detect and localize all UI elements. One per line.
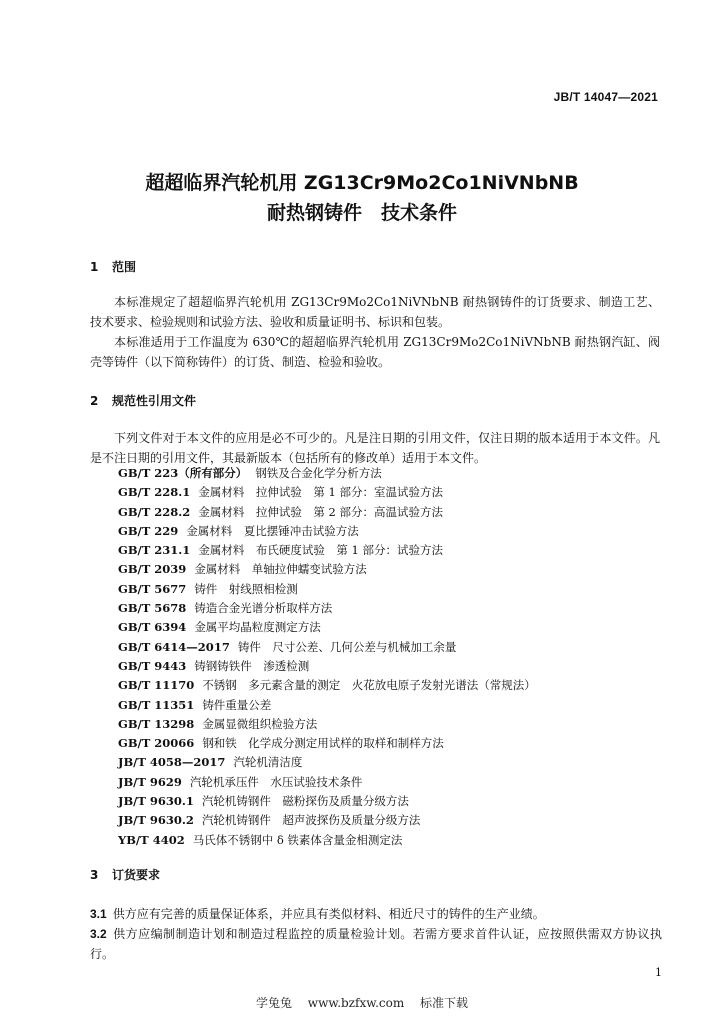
reference-item: [118, 638, 536, 657]
reference-code: JB/T 4058—2017: [118, 755, 226, 770]
reference-title: 汽轮机清洁度: [233, 755, 303, 770]
clause-3-1: [90, 904, 662, 924]
reference-code: GB/T 223（所有部分）: [118, 466, 248, 480]
reference-item: [118, 831, 536, 850]
normative-reference-list: [118, 464, 536, 850]
reference-item: [118, 676, 536, 695]
reference-item: [118, 503, 536, 522]
reference-code: GB/T 9443: [118, 658, 187, 673]
section-2-title: 规范性引用文件: [112, 394, 197, 408]
section-2-body: [90, 428, 660, 468]
reference-item: [118, 541, 536, 560]
page-number: 1: [655, 966, 662, 979]
reference-item: [118, 657, 536, 676]
title-line-1: 超超临界汽轮机用 ZG13Cr9Mo2Co1NiVNbNB: [145, 172, 579, 194]
section-1-heading: [90, 258, 136, 275]
reference-item: [118, 618, 536, 637]
section-3-title: 订货要求: [112, 868, 161, 882]
reference-code: GB/T 20066: [118, 736, 195, 751]
reference-code: GB/T 228.2: [118, 504, 191, 519]
section-3-number: 3: [90, 868, 99, 882]
title-line-2: 耐热钢铸件 技术条件: [266, 202, 457, 224]
reference-code: GB/T 5678: [118, 601, 187, 616]
reference-code: GB/T 6394: [118, 620, 187, 635]
reference-title: 铸件 尺寸公差、几何公差与机械加工余量: [237, 639, 457, 654]
reference-code: GB/T 231.1: [118, 543, 191, 558]
reference-code: JB/T 9630.2: [118, 813, 194, 828]
section-1-title: 范围: [112, 260, 137, 274]
reference-title: 汽轮机承压件 水压试验技术条件: [189, 774, 363, 789]
document-code: JB/T 14047—2021: [553, 90, 658, 104]
section-1-number: 1: [90, 260, 99, 274]
reference-title: 金属材料 夏比摆锤冲击试验方法: [186, 523, 359, 538]
reference-code: YB/T 4402: [118, 832, 185, 847]
reference-title: 金属平均晶粒度测定方法: [194, 620, 321, 635]
reference-title: 钢和铁 化学成分测定用试样的取样和制样方法: [202, 736, 444, 751]
watermark-url: www.bzfxw.com: [307, 996, 405, 1010]
reference-title: 金属显微组织检验方法: [202, 716, 318, 731]
section-2-number: 2: [90, 394, 99, 408]
section-2-paragraph-1: 下列文件对于本文件的应用是必不可少的。凡是注日期的引用文件，仅注日期的版本适用于本文件。凡是不注日期的引用文件，其最新版本（包括所有的修改单）适用于本文件。: [90, 431, 660, 465]
section-1-paragraph-2: 本标准适用于工作温度为 630℃的超超临界汽轮机用 ZG13Cr9Mo2Co1NiVNbNB 耐热钢汽缸、阀壳等铸件（以下简称铸件）的订货、制造、检验和验收。: [90, 335, 660, 369]
reference-title: 汽轮机铸钢件 超声波探伤及质量分级方法: [201, 813, 421, 828]
clause-number: 3.1: [90, 907, 107, 921]
watermark-tagline: 标准下载: [420, 996, 469, 1010]
reference-item: [118, 464, 536, 483]
reference-item: [118, 599, 536, 618]
reference-title: 铸件重量公差: [202, 697, 272, 712]
reference-code: GB/T 229: [118, 523, 179, 538]
reference-title: 金属材料 拉伸试验 第 2 部分：高温试验方法: [198, 504, 443, 519]
watermark: [0, 994, 724, 1011]
reference-code: GB/T 2039: [118, 562, 187, 577]
section-2-heading: [90, 392, 196, 409]
reference-title: 铸造合金光谱分析取样方法: [194, 601, 333, 616]
reference-item: [118, 734, 536, 753]
reference-item: [118, 483, 536, 502]
reference-code: JB/T 9629: [118, 774, 182, 789]
reference-item: [118, 753, 536, 772]
clause-text: 供方应有完善的质量保证体系，并应具有类似材料、相近尺寸的铸件的生产业绩。: [112, 907, 545, 921]
section-1-body: [90, 292, 660, 372]
reference-title: 马氏体不锈钢中 δ 铁素体含量金相测定法: [192, 832, 403, 847]
reference-item: [118, 773, 536, 792]
reference-item: [118, 792, 536, 811]
reference-title: 铸钢铸铁件 渗透检测: [194, 658, 310, 673]
reference-code: GB/T 11170: [118, 678, 195, 693]
reference-title: 汽轮机铸钢件 磁粉探伤及质量分级方法: [201, 794, 409, 809]
clause-number: 3.2: [90, 927, 107, 941]
reference-title: 钢铁及合金化学分析方法: [255, 466, 382, 480]
reference-code: GB/T 13298: [118, 716, 195, 731]
watermark-brand: 学兔兔: [255, 996, 292, 1010]
reference-title: 金属材料 单轴拉伸蠕变试验方法: [194, 562, 367, 577]
reference-code: GB/T 11351: [118, 697, 195, 712]
reference-title: 不锈钢 多元素含量的测定 火花放电原子发射光谱法（常规法）: [202, 678, 536, 693]
reference-item: [118, 522, 536, 541]
section-1-paragraph-1: 本标准规定了超超临界汽轮机用 ZG13Cr9Mo2Co1NiVNbNB 耐热钢铸件的订货要求、制造工艺、技术要求、检验规则和试验方法、验收和质量证明书、标识和包装。: [90, 295, 660, 329]
reference-item: [118, 580, 536, 599]
reference-code: GB/T 228.1: [118, 485, 191, 500]
reference-item: [118, 715, 536, 734]
reference-title: 金属材料 拉伸试验 第 1 部分：室温试验方法: [198, 485, 443, 500]
section-3-heading: [90, 866, 160, 883]
document-title: [0, 168, 724, 228]
reference-code: JB/T 9630.1: [118, 794, 194, 809]
reference-item: [118, 811, 536, 830]
clause-3-2: [90, 924, 662, 964]
clause-text: 供方应编制制造计划和制造过程监控的质量检验计划。若需方要求首件认证，应按照供需双方协议执行。: [90, 927, 662, 961]
reference-item: [118, 696, 536, 715]
reference-title: 铸件 射线照相检测: [194, 581, 298, 596]
reference-item: [118, 560, 536, 579]
reference-code: GB/T 5677: [118, 581, 187, 596]
reference-code: GB/T 6414—2017: [118, 639, 230, 654]
reference-title: 金属材料 布氏硬度试验 第 1 部分：试验方法: [198, 543, 443, 558]
